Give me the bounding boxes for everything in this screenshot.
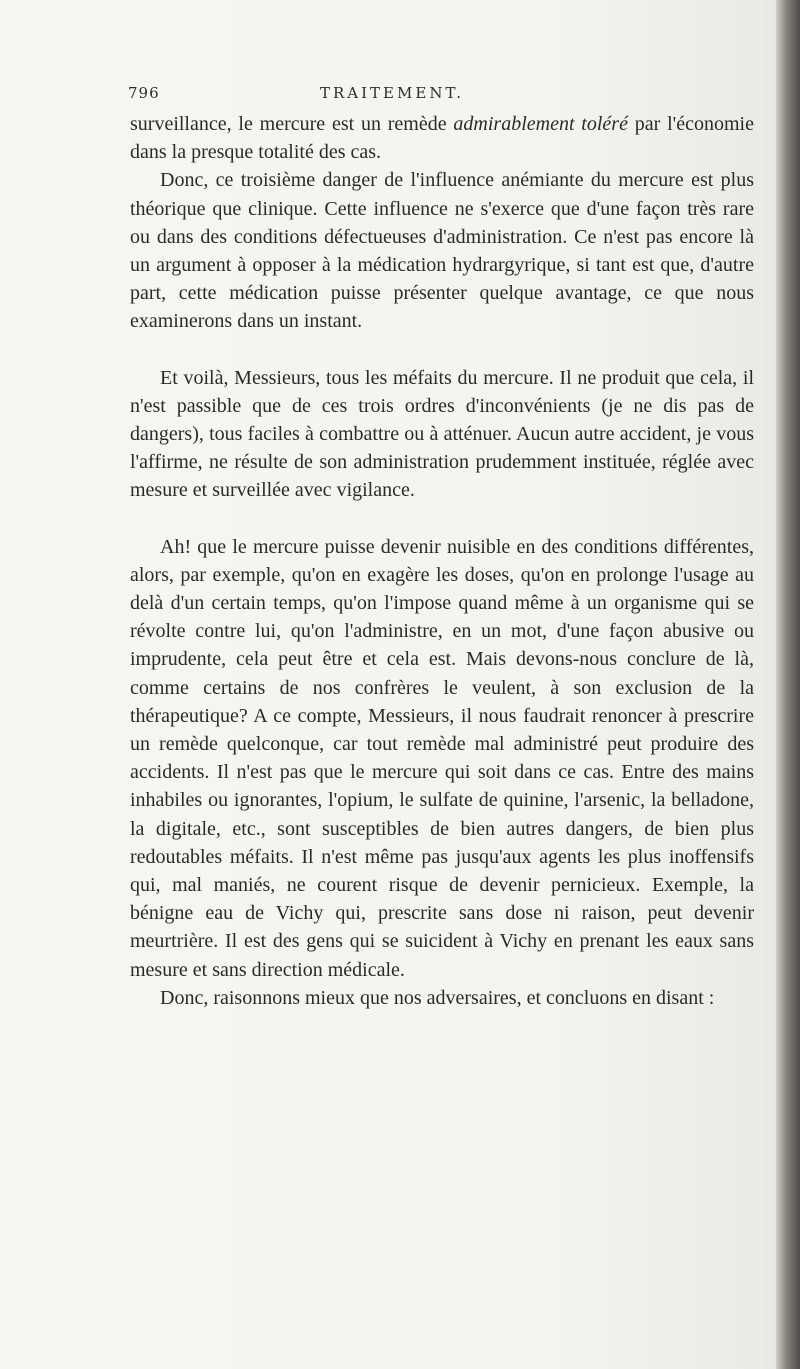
paragraph-4: Ah! que le mercure puisse devenir nuisible en des conditions différentes, alors, par exemple, qu'on en exagère les doses, qu'on en prolonge l'usage au delà d'un certain temps, qu'on l'impose quand même à un organisme qui se révolte contre lui, qu'on l'administre, en un mot, d'une façon abusive ou imprudente, cela peut être et cela est. Mais devons-nous conclure de là, comme certains de nos confrères le veulent, à son exclusion de la thérapeutique? A ce compte, Messieurs, il nous faudrait renoncer à prescrire un remède quelconque, car tout remède mal administré peut produire des accidents. Il n'est pas que le mercure qui soit dans ce cas. Entre des mains inhabiles ou ignorantes, l'opium, le sulfate de quinine, l'arsenic, la belladone, la digitale, etc., sont susceptibles de bien autres dangers, de bien plus redoutables méfaits. Il n'est même pas jusqu'aux agents les plus inoffensifs qui, mal maniés, ne courent risque de devenir pernicieux. Exemple, la bénigne eau de Vichy qui, prescrite sans dose ni raison, peut devenir meurtrière. Il est des gens qui se suicident à Vichy en prenant les eaux sans mesure et sans direction médicale. bbox=[130, 535, 754, 981]
paragraph-1-emphasis: admirablement toléré bbox=[453, 113, 628, 135]
paragraph-5: Donc, raisonnons mieux que nos adversaires, et concluons en disant : bbox=[160, 986, 715, 1009]
paragraph-gap bbox=[130, 336, 754, 364]
paragraph-1-after: par l'économie dans la presque totalité des cas. bbox=[130, 113, 754, 164]
paragraph-1-before: surveillance, le mercure est un remède bbox=[130, 113, 454, 135]
paragraph-1 bbox=[130, 110, 754, 166]
paragraph-3: Et voilà, Messieurs, tous les méfaits du mercure. Il ne produit que cela, il n'est passible que de ces trois ordres d'inconvénients (je ne dis pas de dangers), tous faciles à combattre ou à atténuer. Aucun autre accident, je vous l'affirme, ne résulte de son administration prudemment instituée, réglée avec mesure et surveillée avec vigilance. bbox=[130, 366, 754, 502]
paragraph-2: Donc, ce troisième danger de l'influence anémiante du mercure est plus théorique que clinique. Cette influence ne s'exerce que d'une façon très rare ou dans des conditions défectueuses d'administration. Ce n'est pas encore là un argument à opposer à la médication hydrargyrique, si tant est que, d'autre part, cette médication puisse présenter quelque avantage, ce que nous examinerons dans un instant. bbox=[130, 169, 754, 333]
page-edge-shadow bbox=[776, 0, 800, 1369]
page-number: 796 bbox=[128, 84, 160, 102]
running-head: TRAITEMENT. bbox=[320, 84, 465, 102]
body-text bbox=[130, 110, 754, 1012]
paragraph-gap bbox=[130, 505, 754, 533]
